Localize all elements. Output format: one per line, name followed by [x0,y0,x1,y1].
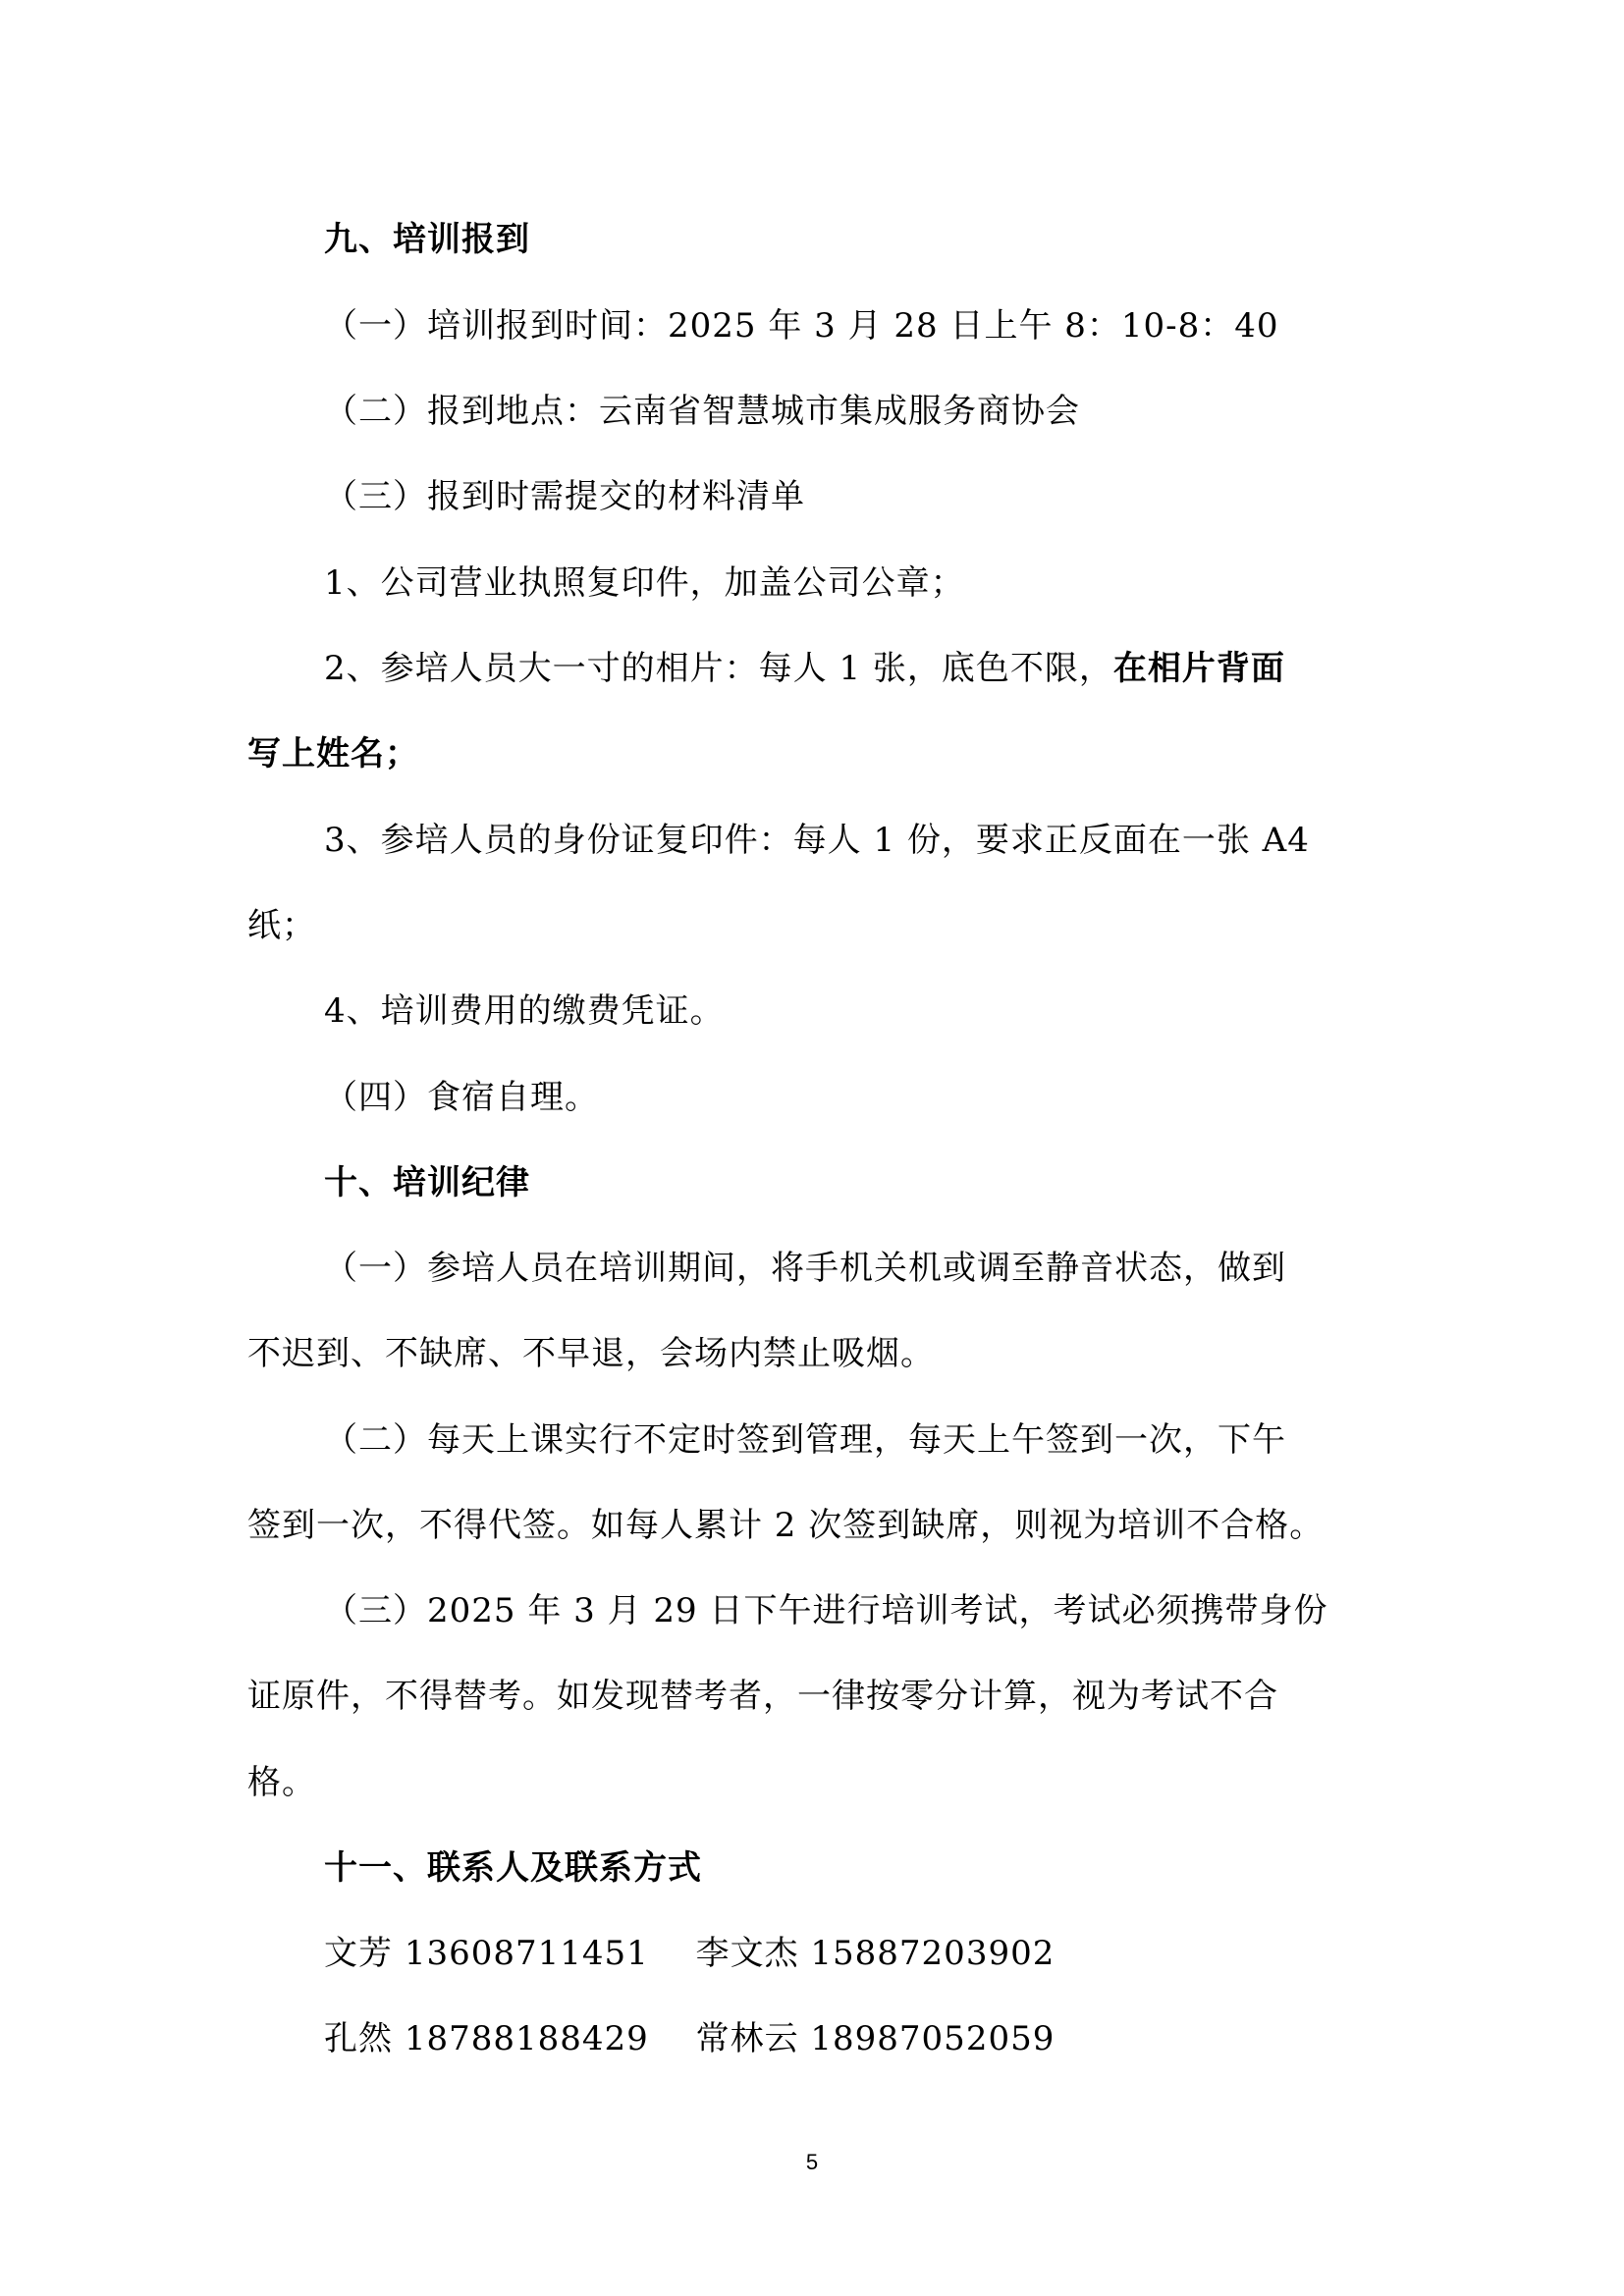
section-heading-9: 九、培训报到 [324,220,530,259]
section-heading-11: 十一、联系人及联系方式 [324,1848,702,1888]
materials-list-heading: （三）报到时需提交的材料清单 [324,477,805,516]
material-item-2-continuation: 写上姓名； [247,734,419,774]
discipline-rule-3-continuation: 证原件，不得替考。如发现替考者，一律按零分计算，视为考试不合 [247,1677,1278,1716]
contact-phone: 18788188429 [404,2019,649,2058]
contact-phone: 18987052059 [810,2019,1056,2058]
material-item-2-emphasis: 在相片背面 [1112,649,1285,688]
material-item-3: 3、参培人员的身份证复印件：每人 1 份，要求正反面在一张 A4 [324,821,1310,860]
material-item-2 [324,647,1463,690]
contact-name: 常林云 [695,2019,799,2058]
discipline-rule-1: （一）参培人员在培训期间，将手机关机或调至静音状态，做到 [324,1249,1286,1288]
accommodation-note: （四）食宿自理。 [324,1078,599,1117]
contact-phone: 15887203902 [810,1934,1056,1973]
contact-row-1 [324,1932,1463,1975]
discipline-rule-1-continuation: 不迟到、不缺席、不早退，会场内禁止吸烟。 [247,1334,935,1373]
material-item-2-text: 2、参培人员大一寸的相片：每人 1 张，底色不限， [324,649,1113,688]
discipline-rule-3-end: 格。 [247,1763,316,1802]
discipline-rule-3: （三）2025 年 3 月 29 日下午进行培训考试，考试必须携带身份 [324,1591,1328,1630]
registration-location: （二）报到地点：云南省智慧城市集成服务商协会 [324,392,1080,431]
contact-phone: 13608711451 [404,1934,649,1973]
registration-time: （一）培训报到时间：2025 年 3 月 28 日上午 8：10-8：40 [324,306,1279,346]
discipline-rule-2-continuation: 签到一次，不得代签。如每人累计 2 次签到缺席，则视为培训不合格。 [247,1506,1325,1545]
contact-name: 李文杰 [695,1934,799,1973]
section-heading-10: 十、培训纪律 [324,1163,530,1202]
discipline-rule-2: （二）每天上课实行不定时签到管理，每天上午签到一次，下午 [324,1420,1286,1460]
material-item-1: 1、公司营业执照复印件，加盖公司公章； [324,563,965,603]
contact-row-2 [324,2017,1463,2060]
contact-name: 孔然 [324,2019,393,2058]
material-item-3-continuation: 纸； [247,906,316,945]
contact-name: 文芳 [324,1934,393,1973]
page-number: 5 [805,2150,819,2174]
material-item-4: 4、培训费用的缴费凭证。 [324,991,725,1031]
